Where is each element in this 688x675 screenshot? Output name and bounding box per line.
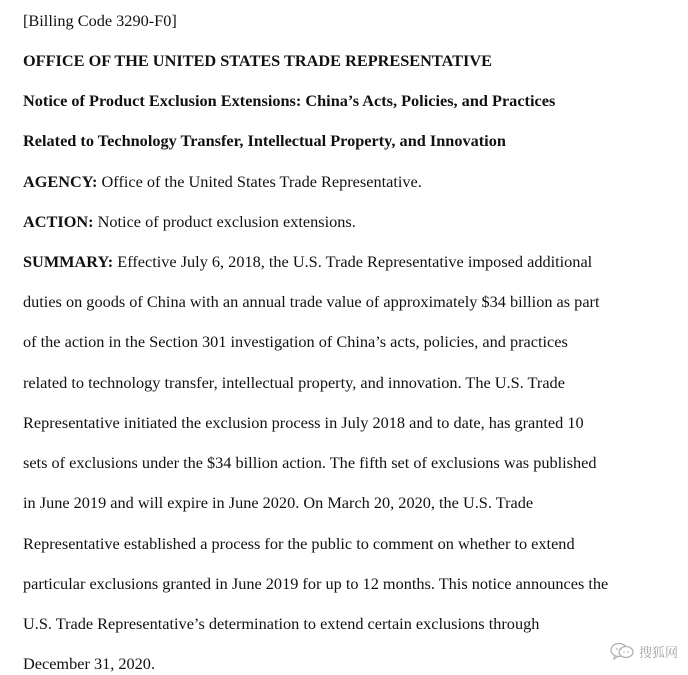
summary-line-1 — [23, 252, 592, 272]
summary-first-text: Effective July 6, 2018, the U.S. Trade Representative imposed additional — [113, 252, 593, 271]
billing-code: [Billing Code 3290-F0] — [23, 11, 177, 30]
action-label: ACTION: — [23, 212, 94, 231]
summary-line: particular exclusions granted in June 2019 for up to 12 months. This notice announces the — [23, 574, 609, 593]
summary-line: sets of exclusions under the $34 billion action. The fifth set of exclusions was published — [23, 453, 597, 472]
sohu-watermark — [609, 641, 678, 661]
summary-line: related to technology transfer, intellectual property, and innovation. The U.S. Trade — [23, 373, 565, 392]
notice-title-line-2: Related to Technology Transfer, Intellectual Property, and Innovation — [23, 131, 506, 150]
action-text: Notice of product exclusion extensions. — [93, 212, 356, 231]
agency-label: AGENCY: — [23, 172, 98, 191]
agency-text: Office of the United States Trade Representative. — [97, 172, 422, 191]
summary-line: in June 2019 and will expire in June 2020. On March 20, 2020, the U.S. Trade — [23, 493, 534, 512]
summary-line: December 31, 2020. — [23, 654, 156, 673]
summary-line: Representative established a process for the public to comment on whether to extend — [23, 534, 575, 553]
watermark-text: 搜狐网 — [638, 645, 678, 661]
summary-line: of the action in the Section 301 investigation of China’s acts, policies, and practices — [23, 332, 568, 351]
summary-label: SUMMARY: — [23, 252, 114, 271]
summary-line: Representative initiated the exclusion process in July 2018 and to date, has granted 10 — [23, 413, 584, 432]
summary-line: U.S. Trade Representative’s determination to extend certain exclusions through — [23, 614, 540, 633]
action-line — [23, 212, 356, 232]
sohu-speech-bubble-icon — [609, 641, 635, 661]
notice-title-line-1: Notice of Product Exclusion Extensions: China’s Acts, Policies, and Practices — [23, 91, 556, 110]
summary-line: duties on goods of China with an annual trade value of approximately $34 billion as part — [23, 292, 600, 311]
agency-line — [23, 172, 422, 192]
office-heading: OFFICE OF THE UNITED STATES TRADE REPRESENTATIVE — [23, 51, 492, 70]
